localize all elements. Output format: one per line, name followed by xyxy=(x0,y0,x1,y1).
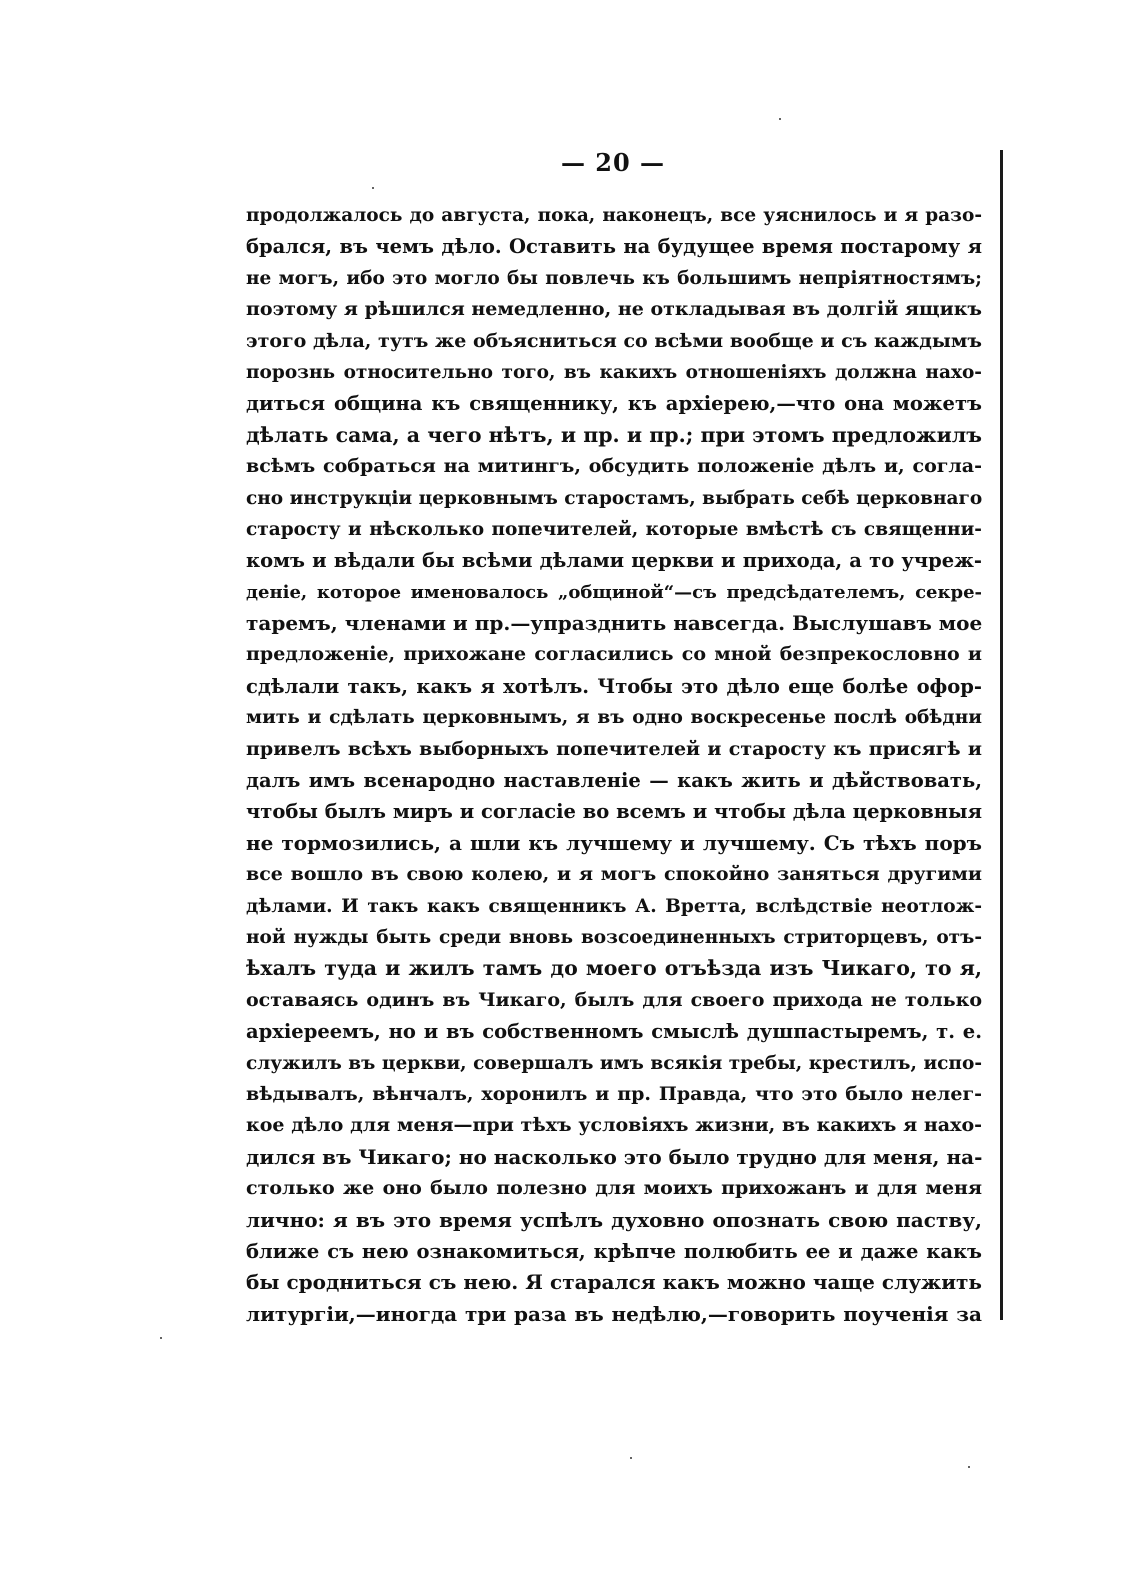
text-line: служилъ въ церкви, совершалъ имъ всякія требы, крестилъ, испо- xyxy=(246,1052,982,1074)
dust-speck xyxy=(779,118,781,120)
text-line: дился въ Чикаго; но насколько это было трудно для меня, на- xyxy=(246,1144,982,1169)
text-line: диться община къ священнику, къ архіерею,—что она можетъ xyxy=(246,392,982,416)
text-line: всѣмъ собраться на митингъ, обсудить положеніе дѣлъ и, согла- xyxy=(246,455,982,478)
page-number: — 20 — xyxy=(560,148,666,177)
dust-speck xyxy=(160,1337,162,1339)
text-line: не могъ, ибо это могло бы повлечь къ большимъ непріятностямъ; xyxy=(246,267,982,289)
text-line: мить и сдѣлать церковнымъ, я въ одно воскресенье послѣ обѣдни xyxy=(246,707,982,729)
text-line: столько же оно было полезно для моихъ прихожанъ и для меня xyxy=(246,1177,982,1200)
text-line: литургіи,—иногда три раза въ недѣлю,—говорить поученія за xyxy=(246,1301,982,1326)
text-line: сно инструкціи церковнымъ старостамъ, выбрать себѣ церковнаго xyxy=(246,487,982,509)
text-line: этого дѣла, тутъ же объясниться со всѣми вообще и съ каждымъ xyxy=(246,329,982,352)
text-line: далъ имъ всенародно наставленіе — какъ жить и дѣйствовать, xyxy=(246,769,982,793)
text-line: предложеніе, прихожане согласились со мной безпрекословно и xyxy=(246,643,982,666)
text-line: деніе, которое именовалось „общиной“—съ предсѣдателемъ, секре- xyxy=(246,581,982,603)
text-line: оставаясь одинъ въ Чикаго, былъ для своего прихода не только xyxy=(246,988,982,1011)
text-line: кое дѣло для меня—при тѣхъ условіяхъ жизни, въ какихъ я нахо- xyxy=(246,1114,982,1137)
text-line: привелъ всѣхъ выборныхъ попечителей и старосту къ присягѣ и xyxy=(246,737,982,760)
text-line: продолжалось до августа, пока, наконецъ, все уяснилось и я разо- xyxy=(246,205,982,226)
text-line: чтобы былъ миръ и согласіе во всемъ и чтобы дѣла церковныя xyxy=(246,800,982,824)
text-line: порознь относительно того, въ какихъ отношеніяхъ должна нахо- xyxy=(246,361,982,383)
text-line: таремъ, членами и пр.—упразднить навсегда. Выслушавъ мое xyxy=(246,611,982,636)
dust-speck xyxy=(968,1466,970,1468)
dust-speck xyxy=(372,187,374,189)
text-line: лично: я въ это время успѣлъ духовно опознать свою паству, xyxy=(246,1207,982,1232)
text-line: брался, въ чемъ дѣло. Оставить на будущее время постарому я xyxy=(246,235,982,259)
text-line: ближе съ нею ознакомиться, крѣпче полюбить ее и даже какъ xyxy=(246,1239,982,1263)
text-line: поэтому я рѣшился немедленно, не откладывая въ долгій ящикъ xyxy=(246,298,982,321)
page-edge-line xyxy=(1000,150,1003,1320)
text-line: архіереемъ, но и въ собственномъ смыслѣ душпастыремъ, т. е. xyxy=(246,1020,982,1044)
text-line: дѣлать сама, а чего нѣтъ, и пр. и пр.; при этомъ предложилъ xyxy=(246,422,982,447)
body-text xyxy=(246,200,982,1330)
text-line: ѣхалъ туда и жилъ тамъ до моего отъѣзда изъ Чикаго, то я, xyxy=(246,956,982,981)
text-line: бы сродниться съ нею. Я старался какъ можно чаще служить xyxy=(246,1270,982,1295)
dust-speck xyxy=(630,1457,632,1459)
text-line: все вошло въ свою колею, и я могъ спокойно заняться другими xyxy=(246,863,982,886)
text-line: не тормозились, а шли къ лучшему и лучшему. Съ тѣхъ поръ xyxy=(246,830,982,855)
text-line: вѣдывалъ, вѣнчалъ, хоронилъ и пр. Правда, что это было нелег- xyxy=(246,1082,982,1105)
text-line: сдѣлали такъ, какъ я хотѣлъ. Чтобы это дѣло еще болѣе офор- xyxy=(246,674,982,698)
text-line: дѣлами. И такъ какъ священникъ А. Вретта, вслѣдствіе неотлож- xyxy=(246,895,982,917)
text-line: комъ и вѣдали бы всѣми дѣлами церкви и прихода, а то учреж- xyxy=(246,549,982,573)
text-line: ной нужды быть среди вновь возсоединенныхъ стриторцевъ, отъ- xyxy=(246,926,982,948)
text-line: старосту и нѣсколько попечителей, которые вмѣстѣ съ священни- xyxy=(246,518,982,540)
